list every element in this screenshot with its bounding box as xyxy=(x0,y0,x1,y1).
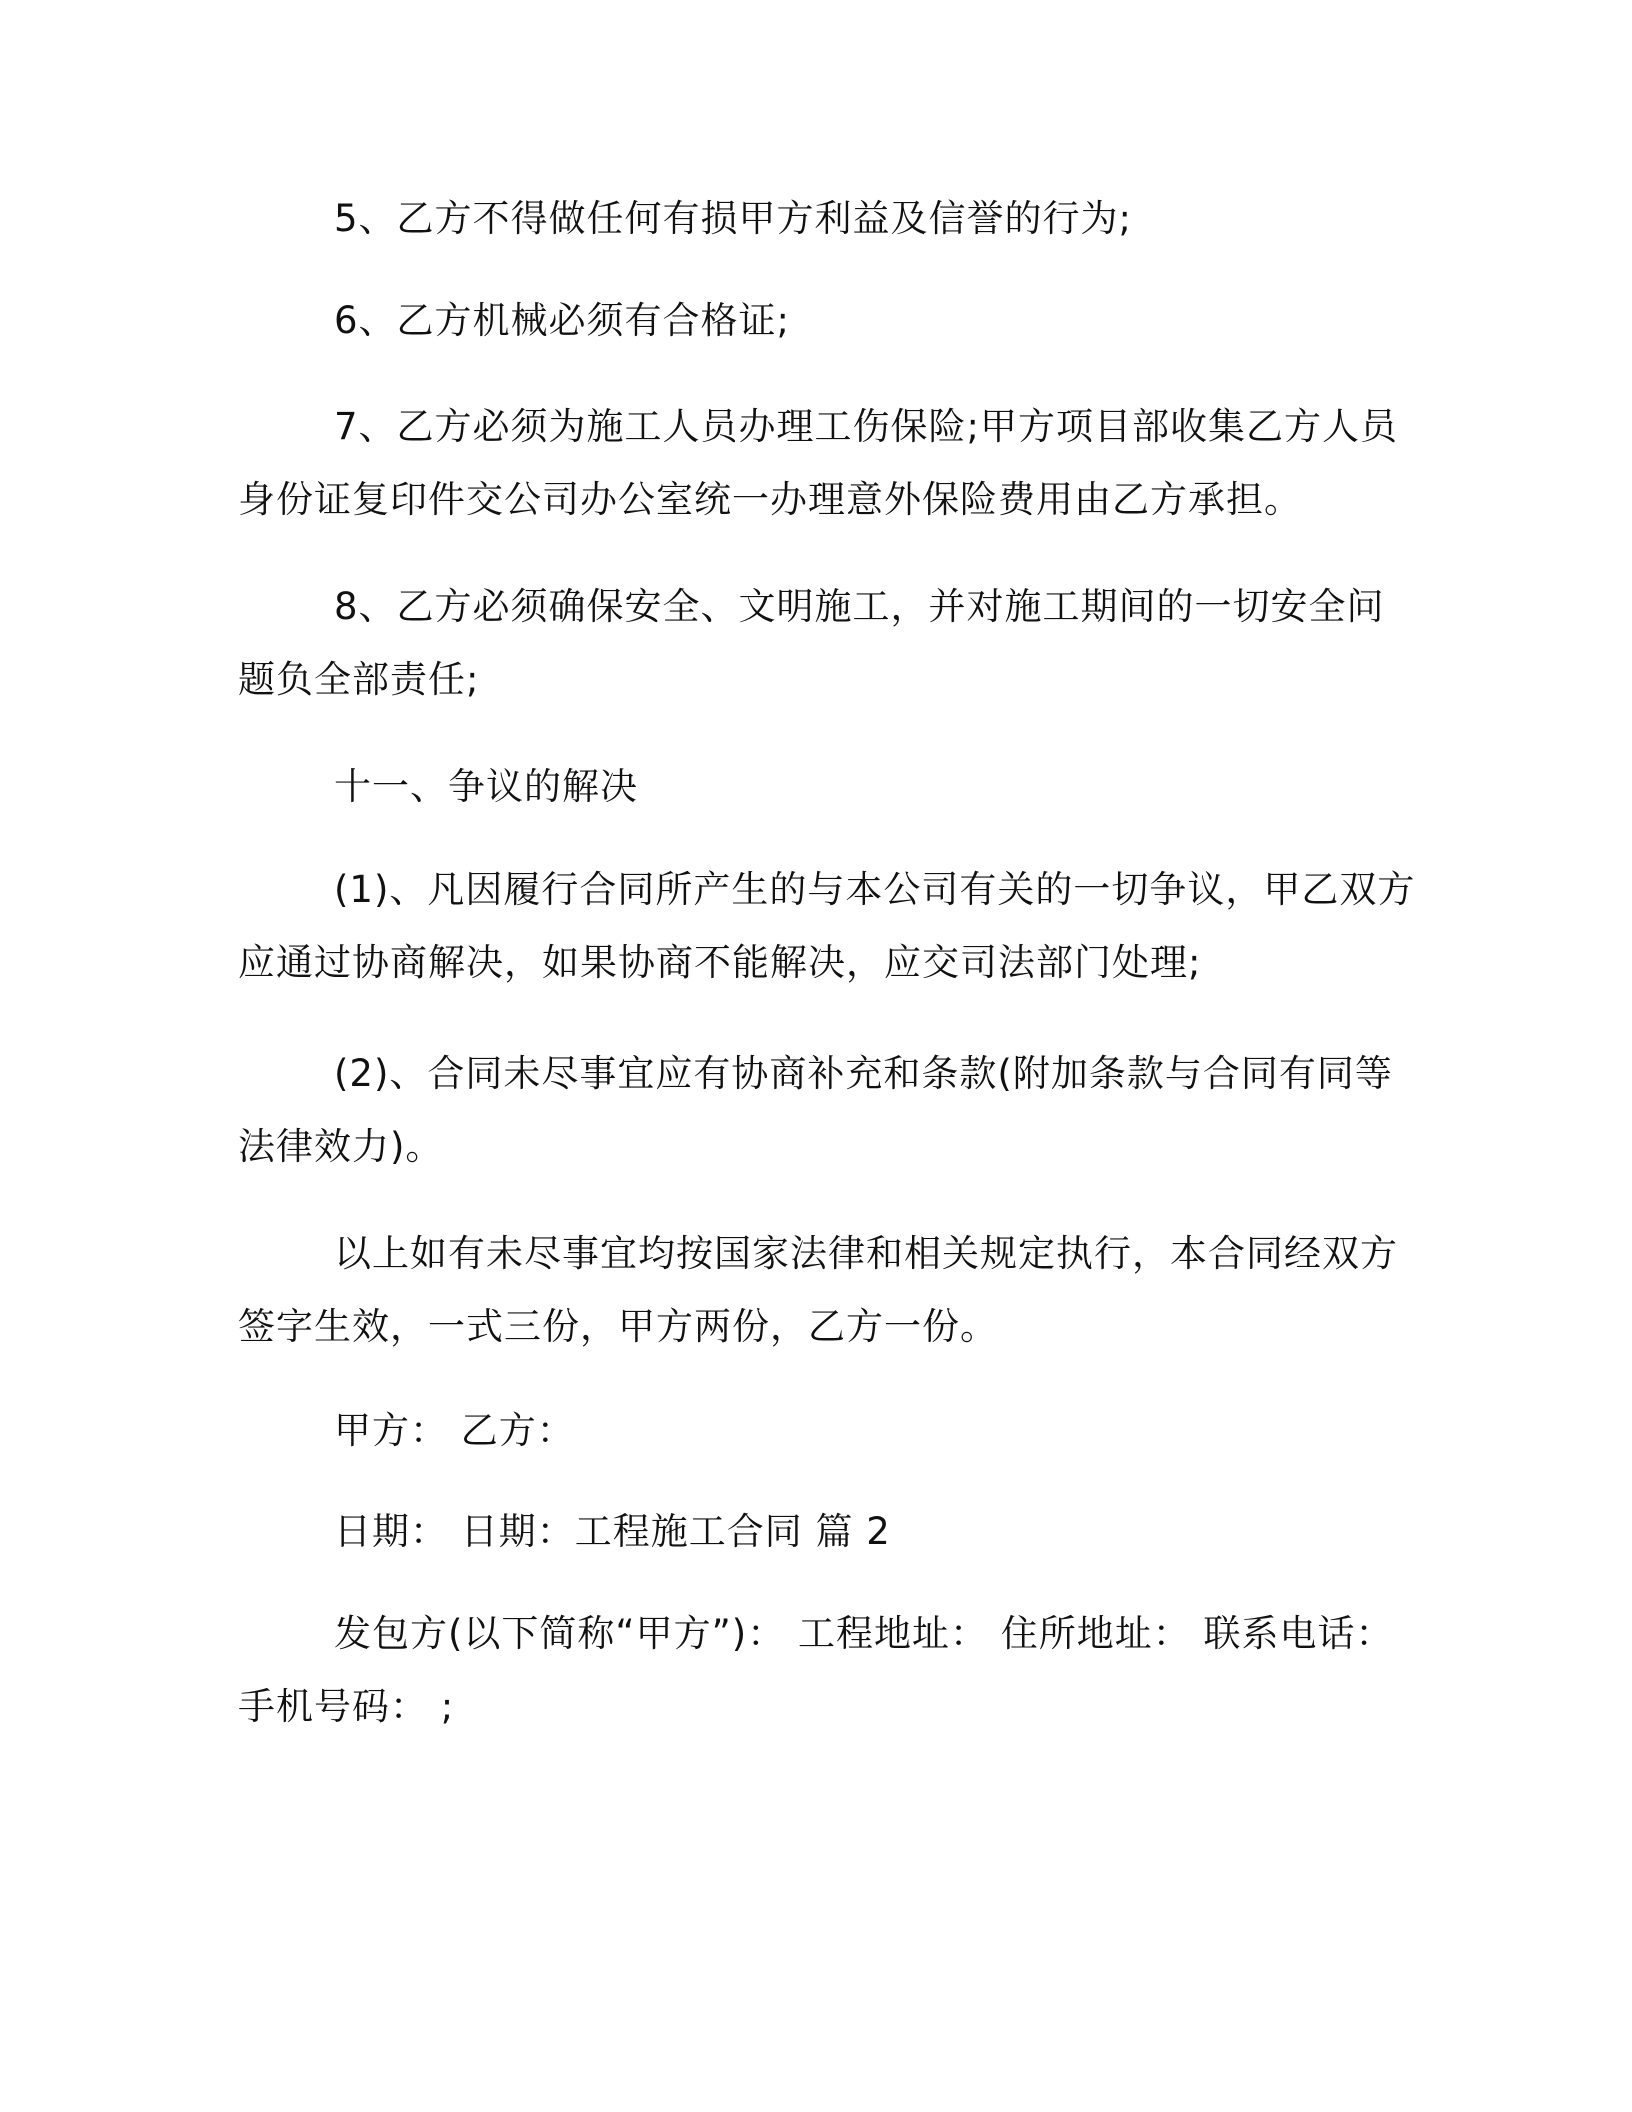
employer-info-line: 发包方(以下简称“甲方”)： 工程地址： 住所地址： 联系电话：手机号码： ; xyxy=(238,1612,1394,1728)
closing-statement: 以上如有未尽事宜均按国家法律和相关规定执行，本合同经双方签字生效，一式三份，甲方两份，乙方一份。 xyxy=(238,1232,1398,1348)
dispute-item-1: (1)、凡因履行合同所产生的与本公司有关的一切争议，甲乙双方应通过协商解决，如果协商不能解决，应交司法部门处理; xyxy=(238,868,1416,984)
clause-8: 8、乙方必须确保安全、文明施工，并对施工期间的一切安全问题负全部责任; xyxy=(238,585,1385,701)
dispute-item-2: (2)、合同未尽事宜应有协商补充和条款(附加条款与合同有同等法律效力)。 xyxy=(238,1052,1393,1168)
section-heading-11: 十一、争议的解决 xyxy=(334,765,638,808)
clause-7: 7、乙方必须为施工人员办理工伤保险;甲方项目部收集乙方人员身份证复印件交公司办公室统一办理意外保险费用由乙方承担。 xyxy=(238,405,1399,521)
clause-5: 5、乙方不得做任何有损甲方利益及信誉的行为; xyxy=(334,197,1133,240)
clause-6: 6、乙方机械必须有合格证; xyxy=(334,299,791,342)
date-line: 日期： 日期：工程施工合同 篇 2 xyxy=(334,1510,891,1553)
party-signature-line: 甲方： 乙方： xyxy=(334,1409,575,1452)
